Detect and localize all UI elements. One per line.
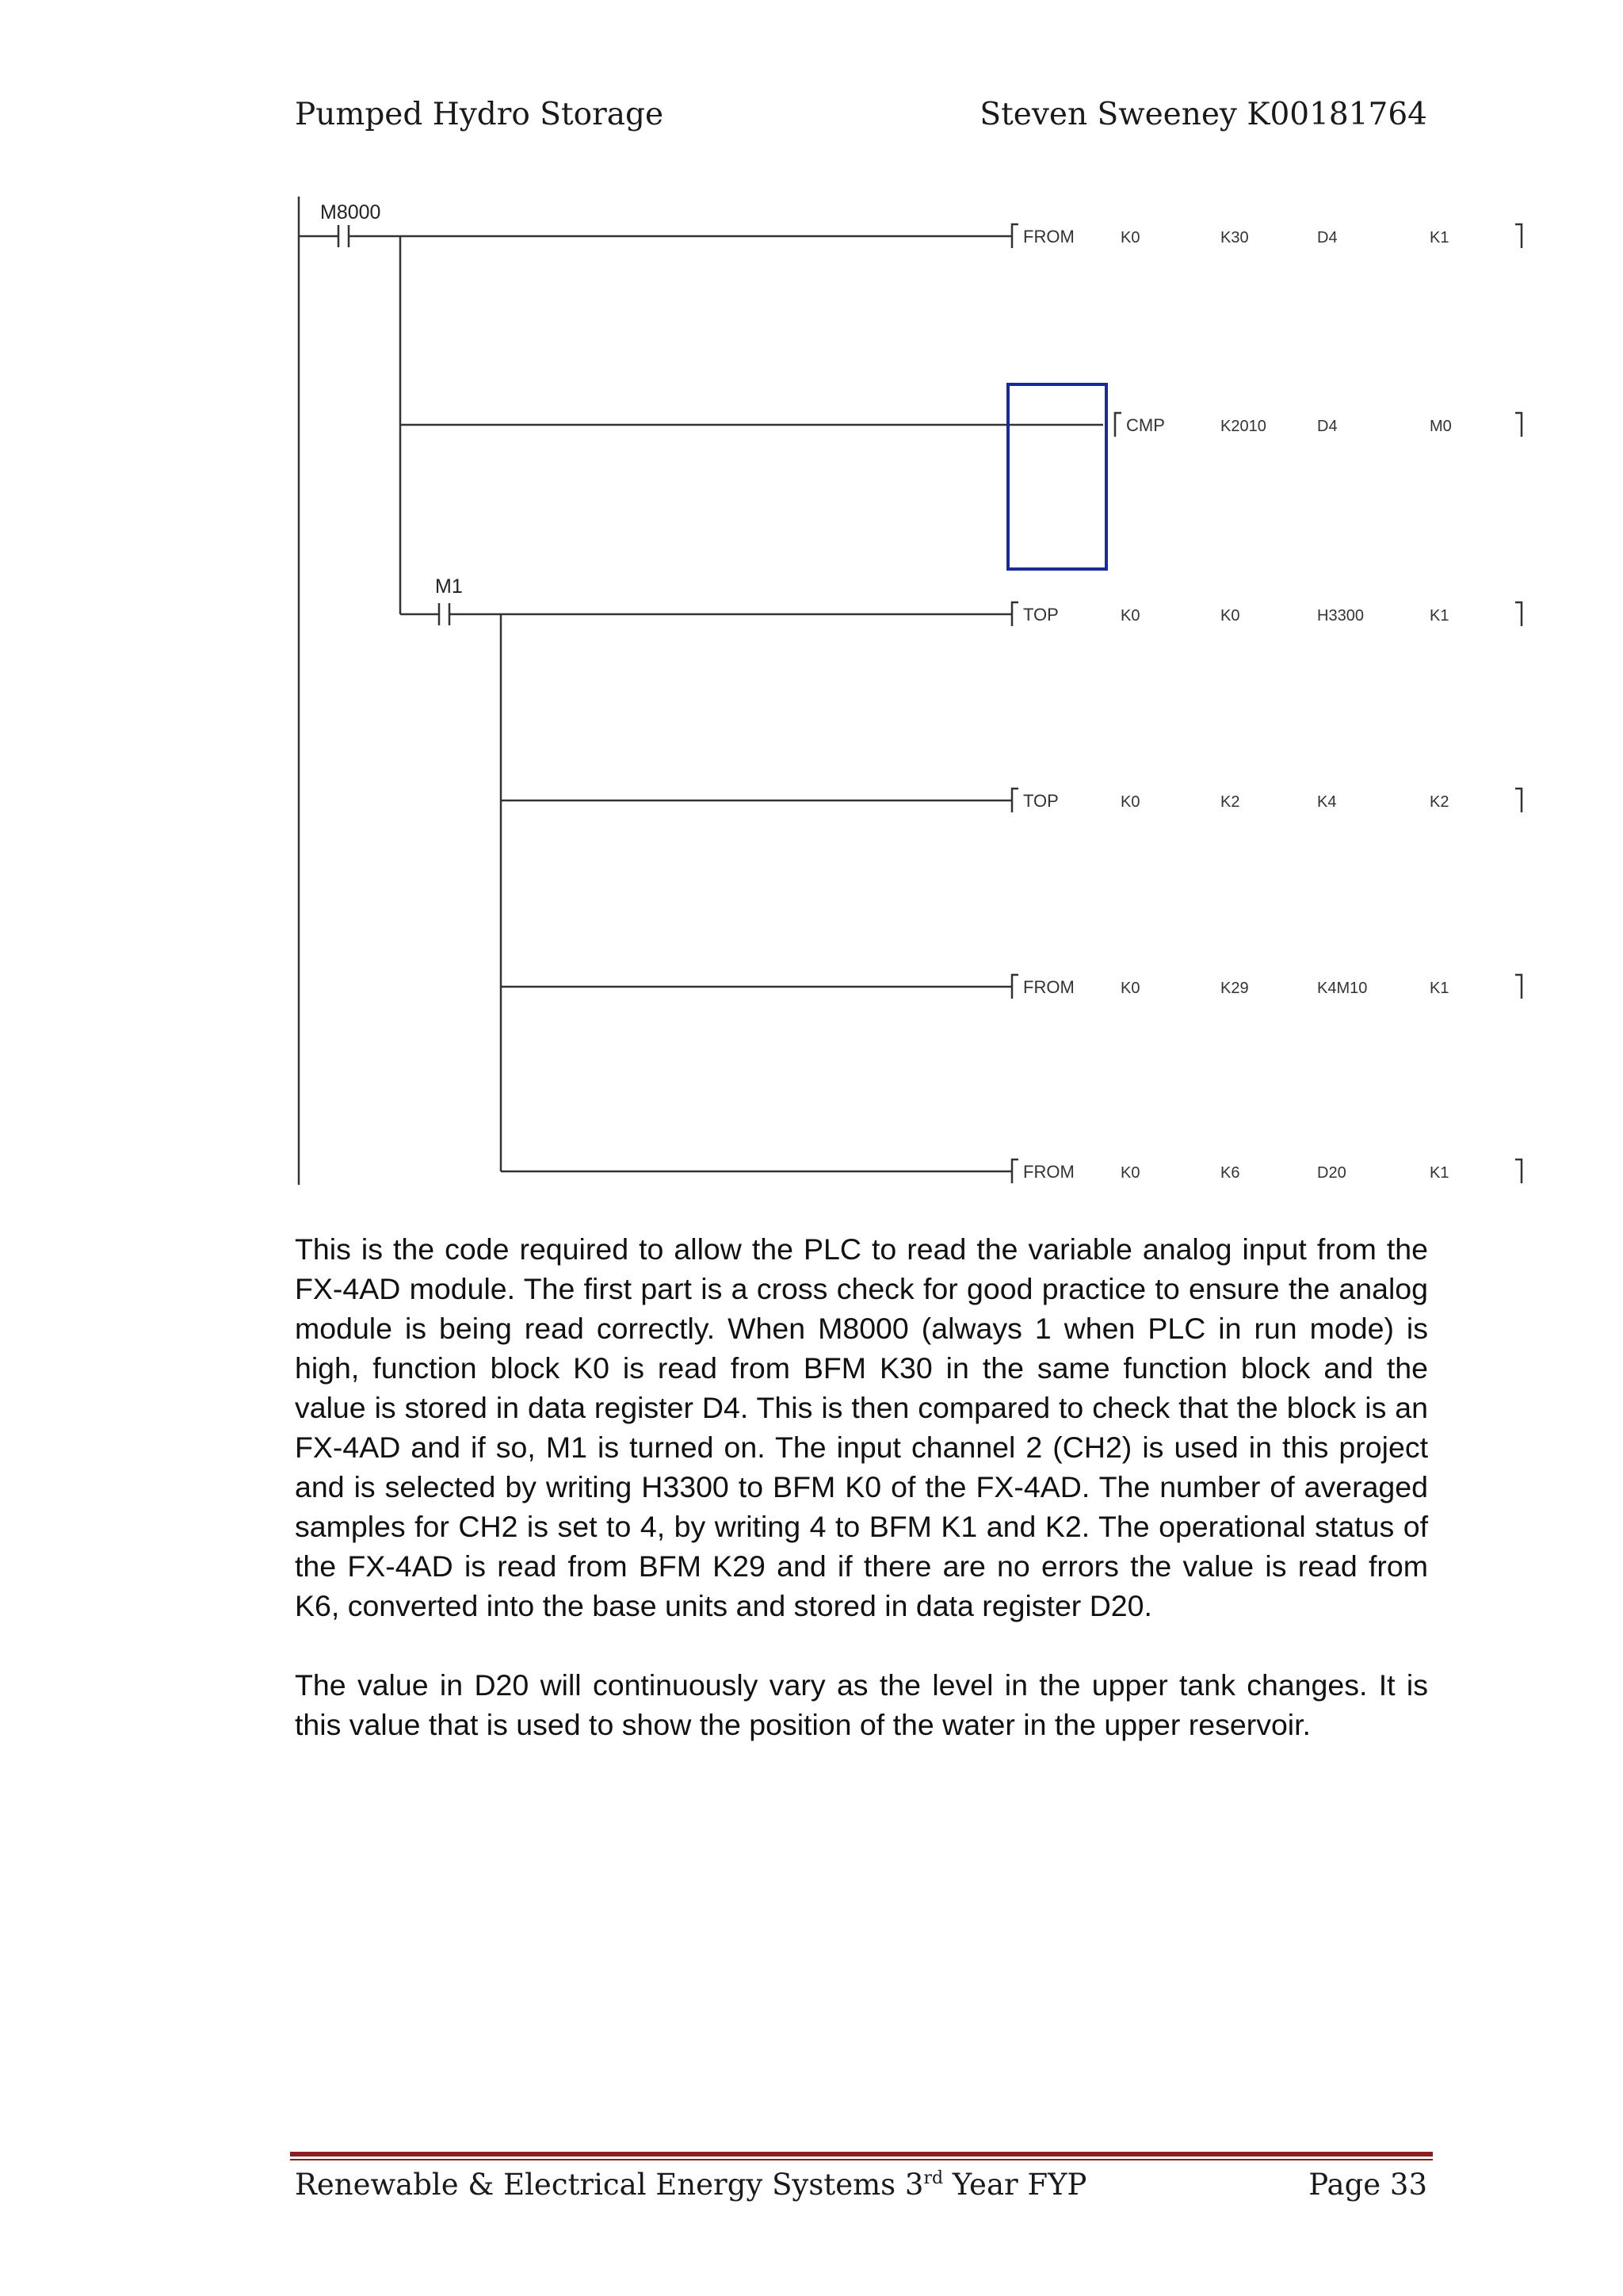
- instruction-operand: K30: [1220, 229, 1249, 246]
- instruction-operand: K2: [1220, 793, 1240, 811]
- instruction-operand: M0: [1430, 418, 1452, 435]
- instruction-operand: K1: [1430, 229, 1449, 246]
- highlight-box: [1008, 384, 1106, 569]
- footer-course-suffix: Year FYP: [943, 2168, 1087, 2202]
- instruction-operand: K1: [1430, 607, 1449, 625]
- instruction-operand: K0: [1121, 793, 1140, 811]
- footer-course-text: Renewable & Electrical Energy Systems 3: [295, 2168, 924, 2202]
- instruction-operand: K2010: [1220, 418, 1266, 435]
- contact-label-m8000: M8000: [320, 201, 381, 223]
- instruction-bracket-open: [1012, 789, 1018, 812]
- instruction-operand: K0: [1220, 607, 1240, 625]
- instruction-operand: D4: [1317, 229, 1338, 246]
- instruction-operand: K1: [1430, 1164, 1449, 1182]
- instruction-name: TOP: [1023, 791, 1059, 811]
- instruction-bracket-open: [1115, 413, 1121, 437]
- instruction-operand: K0: [1121, 607, 1140, 625]
- instruction-operand: K4: [1317, 793, 1337, 811]
- footer-rule-thick: [290, 2152, 1433, 2157]
- instruction-bracket-close: [1515, 224, 1522, 248]
- instruction-bracket-close: [1515, 413, 1522, 437]
- paragraph-summary: The value in D20 will continuously vary as the level in the upper tank changes. It is this value that is used to show the position of the water in the upper reservoir.: [295, 1668, 1428, 1741]
- instruction-operand: D4: [1317, 418, 1338, 435]
- instruction-operand: K1: [1430, 980, 1449, 997]
- footer-course-superscript: rd: [923, 2168, 944, 2188]
- instruction-name: CMP: [1126, 415, 1165, 435]
- instruction-operand: K2: [1430, 793, 1449, 811]
- instruction-name: FROM: [1023, 977, 1075, 997]
- footer-rule-thin: [290, 2159, 1433, 2160]
- instruction-bracket-close: [1515, 602, 1522, 626]
- header-author: Steven Sweeney K00181764: [980, 97, 1427, 132]
- instruction-bracket-open: [1012, 602, 1018, 626]
- instruction-name: TOP: [1023, 605, 1059, 625]
- ladder-diagram: [295, 190, 1531, 1189]
- instruction-name: FROM: [1023, 227, 1075, 246]
- instruction-operand: K0: [1121, 1164, 1140, 1182]
- paragraph-explanation: This is the code required to allow the PLC to read the variable analog input from the FX-4AD module. The first part is a cross check for good practice to ensure the analog module is being read correctly. When M8000 (always 1 when PLC in run mode) is high, function block K0 is read from BFM K30 in the same function block and the value is stored in data register D4. This is then compared to check that the block is an FX-4AD and if so, M1 is turned on. The input channel 2 (CH2) is used in this project and is selected by writing H3300 to BFM K0 of the FX-4AD. The number of averaged samples for CH2 is set to 4, by writing 4 to BFM K1 and K2. The operational status of the FX-4AD is read from BFM K29 and if there are no errors the value is read from K6, converted into the base units and stored in data register D20.: [295, 1232, 1428, 1622]
- instruction-operand: K4M10: [1317, 980, 1368, 997]
- instruction-operand: K6: [1220, 1164, 1240, 1182]
- instruction-bracket-open: [1012, 1159, 1018, 1183]
- instruction-operand: H3300: [1317, 607, 1364, 625]
- instruction-operand: K0: [1121, 980, 1140, 997]
- instruction-bracket-close: [1515, 1159, 1522, 1183]
- instruction-operand: K29: [1220, 980, 1249, 997]
- instruction-bracket-close: [1515, 789, 1522, 812]
- instruction-operand: K0: [1121, 229, 1140, 246]
- footer-course: [295, 2168, 1086, 2202]
- instruction-bracket-open: [1012, 224, 1018, 248]
- instruction-bracket-open: [1012, 975, 1018, 999]
- instruction-bracket-close: [1515, 975, 1522, 999]
- contact-label-m1: M1: [435, 575, 463, 598]
- instruction-name: FROM: [1023, 1162, 1075, 1182]
- footer-page-number: Page 33: [1308, 2168, 1427, 2202]
- header-title: Pumped Hydro Storage: [295, 97, 664, 132]
- instruction-operand: D20: [1317, 1164, 1346, 1182]
